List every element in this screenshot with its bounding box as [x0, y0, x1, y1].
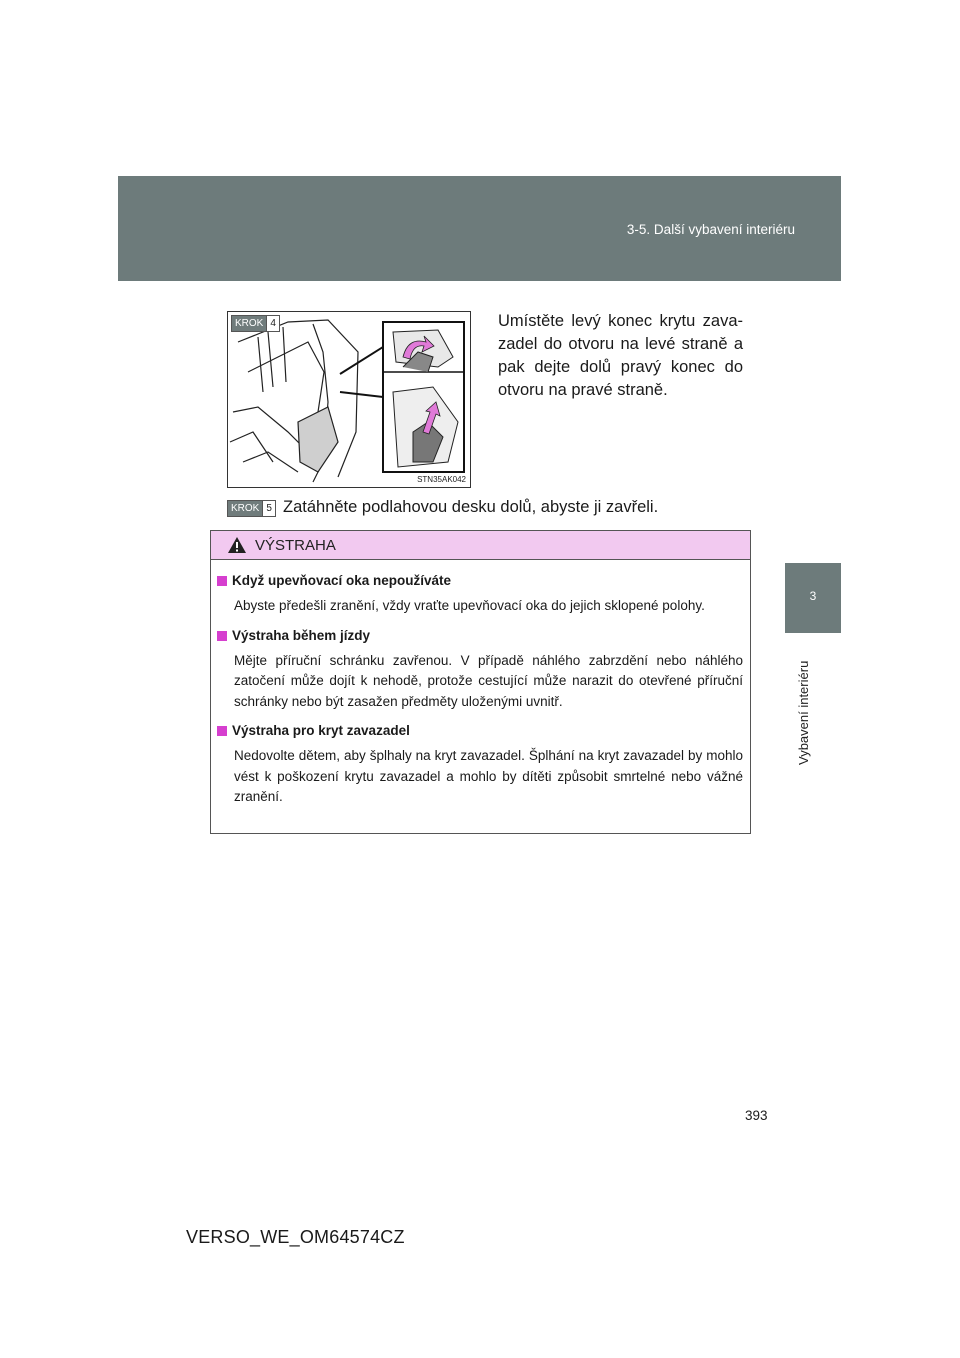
step-word: KROK	[232, 316, 266, 331]
warning-item-text: Nedovolte dětem, aby šplhaly na kryt zavazadel. Šplhání na kryt zavazadel by mohlo vést k poškození krytu zavazadel a mohlo by dítěti způsobit smrtelné nebo vážné zranění.	[234, 748, 743, 804]
luggage-cover-drawing	[228, 312, 470, 487]
chapter-label: Vybavení interiéru	[796, 660, 811, 765]
warning-item-text: Mějte příruční schránku zavřenou. V případě náhlého zabrzdění nebo náhlého zatočení může dojít k nehodě, protože cestující může narazit do otevřené příruční schránky nebo být zasažen předměty uloženými uvnitř.	[234, 652, 743, 709]
step-4-badge	[231, 315, 280, 332]
chapter-tab	[785, 563, 841, 633]
warning-item	[217, 722, 743, 808]
warning-triangle-icon	[227, 536, 247, 554]
step-4-text: Umístěte levý konec krytu zavazadel do otvoru na levé straně a pak dejte dolů pravý konec do otvoru na pravé straně.	[498, 312, 743, 399]
warning-item-heading: Výstraha pro kryt zavazadel	[232, 723, 410, 738]
step-word: KROK	[228, 501, 262, 516]
figure-code: STN35AK042	[417, 475, 466, 484]
warning-item-heading: Výstraha během jízdy	[232, 627, 371, 643]
square-bullet-icon	[217, 726, 227, 736]
warning-item-heading: Když upevňovací oka nepoužíváte	[232, 573, 452, 588]
step-5-badge	[227, 500, 276, 517]
square-bullet-icon	[217, 576, 227, 586]
warning-body	[211, 560, 750, 808]
warning-title: VÝSTRAHA	[255, 536, 336, 554]
header-band	[118, 176, 841, 281]
chapter-number: 3	[809, 589, 817, 603]
warning-header	[211, 531, 750, 560]
step-5-text: Zatáhněte podlahovou desku dolů, abyste ji zavřeli.	[283, 498, 659, 516]
page-number: 393	[745, 1108, 768, 1123]
step-number: 4	[266, 316, 279, 331]
document-code: VERSO_WE_OM64574CZ	[186, 1227, 405, 1247]
section-title: 3-5. Další vybavení interiéru	[626, 222, 795, 237]
warning-item-text: Abyste předešli zranění, vždy vraťte upevňovací oka do jejich sklopené polohy.	[234, 598, 705, 613]
warning-box	[210, 530, 751, 834]
warning-item	[217, 572, 743, 617]
square-bullet-icon	[217, 631, 227, 641]
warning-item	[217, 627, 743, 713]
step-number: 5	[262, 501, 275, 516]
step-4-illustration	[227, 311, 471, 488]
